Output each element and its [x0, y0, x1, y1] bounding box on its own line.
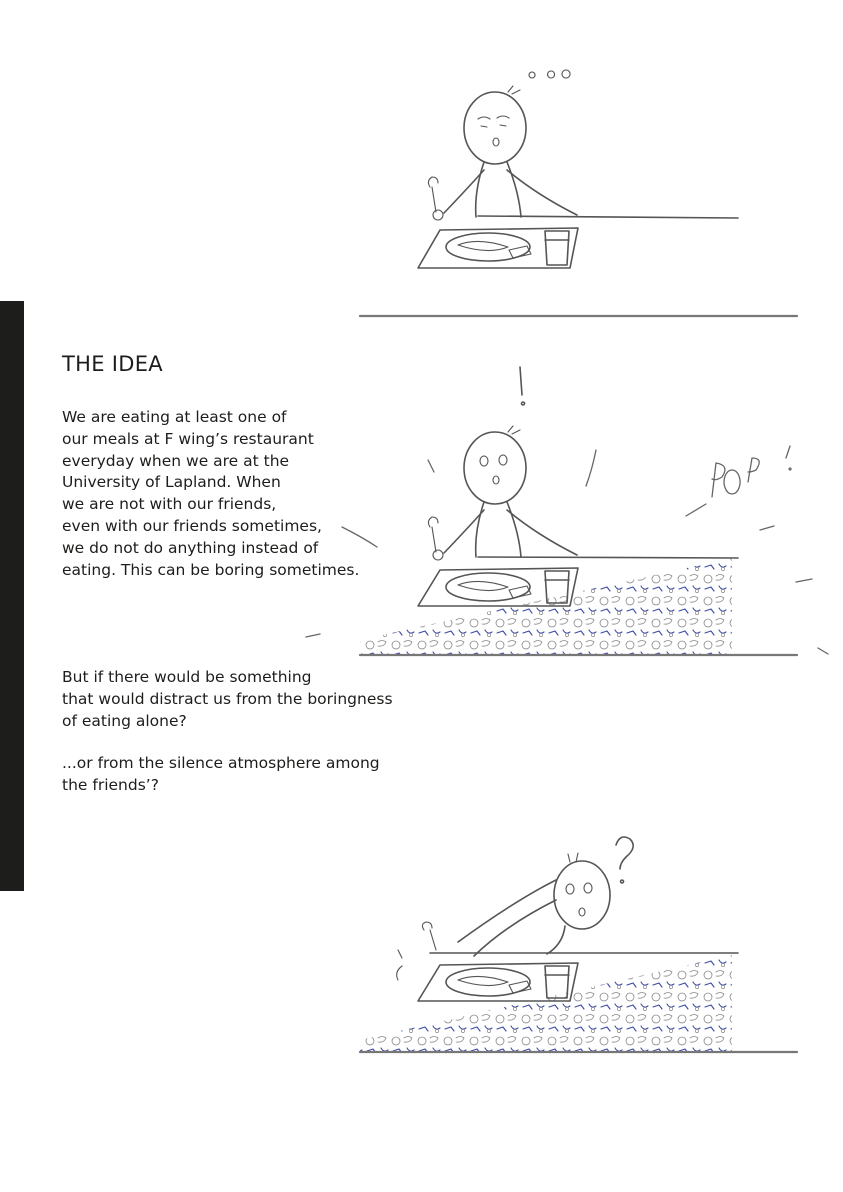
text-line: our meals at F wing’s restaurant	[62, 429, 314, 448]
text-line: the friends’?	[62, 775, 159, 794]
text-line: University of Lapland. When	[62, 473, 281, 492]
text-line: We are eating at least one of	[62, 408, 287, 426]
panel-3-curious-eater	[360, 837, 797, 1052]
text-line: ...or from the silence atmosphere among	[62, 754, 380, 772]
panel-2-surprised-eater	[306, 367, 828, 655]
text-line: that would distract us from the boringness	[62, 689, 393, 708]
text-line: of eating alone?	[62, 711, 187, 730]
text-line: we are not with our friends,	[62, 495, 277, 514]
panel-1-bored-eater	[360, 70, 797, 316]
text-line: we do not do anything instead of	[62, 538, 319, 557]
page-heading: THE IDEA	[62, 352, 163, 376]
text-line: everyday when we are at the	[62, 451, 290, 470]
text-line: eating. This can be boring sometimes.	[62, 560, 360, 579]
text-line: But if there would be something	[62, 668, 312, 686]
text-line: even with our friends sometimes,	[62, 516, 322, 535]
